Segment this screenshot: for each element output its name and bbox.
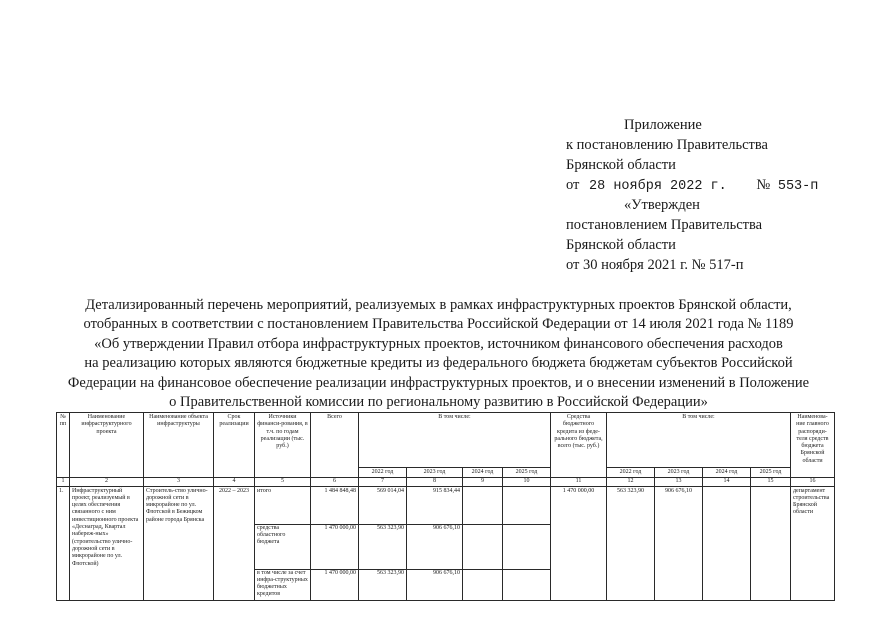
title-line-4: на реализацию которых являются бюджетные кредиты из федерального бюджета бюджетам субъектов Российской <box>84 355 793 372</box>
appendix-date-value: 28 ноября 2022 г. <box>589 179 727 194</box>
approved-block <box>566 195 762 275</box>
row-credit-2022: 563 323,90 <box>607 486 655 600</box>
source-label-regional: средства областного бюджета <box>255 524 310 569</box>
value-2023: 915 834,44 <box>433 487 460 494</box>
row-credit-2023: 906 676,10 <box>655 486 703 600</box>
row-num: 1. <box>57 486 70 600</box>
table-row <box>57 486 835 600</box>
appendix-number-value: 553-п <box>777 179 819 194</box>
source-label-credits: в том числе за счет инфра-структурных бюджетных кредитов <box>255 569 310 599</box>
title-line-2: отобранных в соответствии с постановлением Правительства Российской Федерации от 14 июля 2021 года № 1189 <box>83 316 794 333</box>
value-2023: 906 676,10 <box>407 569 462 577</box>
document-title <box>40 296 837 412</box>
header-project: Наименование инфраструктурного проекта <box>70 413 144 478</box>
col-number: 9 <box>463 478 503 486</box>
approved-line-1: «Утвержден <box>624 197 700 213</box>
col-number: 12 <box>607 478 655 486</box>
col-number: 6 <box>311 478 359 486</box>
title-line-5: Федерации на финансовое обеспечение реализации инфраструктурных проектов, и о внесении изменений в Положение <box>67 374 810 391</box>
value-2025 <box>503 524 550 569</box>
value-2025 <box>505 488 548 524</box>
col-number: 8 <box>407 478 463 486</box>
header-sources: Источники финанси-рования, в т.ч. по годам реализации (тыс. руб.) <box>255 413 311 478</box>
appendix-block <box>566 115 818 197</box>
header-dept: Наименова-ние главного распоряди-теля средств бюджета Брянской области <box>791 413 835 478</box>
detail-table <box>56 412 835 601</box>
title-line-1: Детализированный перечень мероприятий, реализуемых в рамках инфраструктурных проектов Брянской области, <box>85 297 792 313</box>
value-2023: 906 676,10 <box>407 524 462 569</box>
row-2025 <box>503 486 551 600</box>
value-2022: 563 323,90 <box>359 569 406 577</box>
col-number: 16 <box>791 478 835 486</box>
value-2022: 563 323,90 <box>359 524 406 569</box>
col-number: 4 <box>214 478 255 486</box>
source-label-total: итого <box>257 487 272 494</box>
header-credit-year-2025: 2025 год <box>751 468 791 478</box>
value-2024 <box>465 488 500 524</box>
col-number: 5 <box>255 478 311 486</box>
row-credit-2025 <box>751 486 791 600</box>
row-project: Инфраструктурный проект, реализуемый в целях обеспечения связанного с ним инвестиционного проекта «Деснаград, Квартал набереж-ных» (строительство улично-дорожной сети в микрорайоне по ул. Флотской) <box>70 486 144 600</box>
total-value: 1 470 000,00 <box>311 524 358 569</box>
column-numbers-row <box>57 478 835 486</box>
header-credit-year-2023: 2023 год <box>655 468 703 478</box>
row-sources <box>255 486 311 600</box>
row-2024 <box>463 486 503 600</box>
appendix-date-prefix: от <box>566 177 580 193</box>
row-credit-total: 1 470 000,00 <box>551 486 607 600</box>
value-2024 <box>463 569 502 570</box>
header-term: Срок реализации <box>214 413 255 478</box>
appendix-line-3: Брянской области <box>566 157 676 173</box>
header-year-2025: 2025 год <box>503 468 551 478</box>
row-dept: департамент строительства Брянской области <box>791 486 835 600</box>
col-number: 3 <box>144 478 214 486</box>
appendix-line-2: к постановлению Правительства <box>566 137 768 153</box>
value-2024 <box>463 524 502 569</box>
appendix-number-sign: № <box>756 177 771 193</box>
row-2022 <box>359 486 407 600</box>
header-credit-year-2022: 2022 год <box>607 468 655 478</box>
row-object: Строитель-ство улично-дорожной сети в микрорайоне по ул. Флотской в Бежицком районе города Брянска <box>144 486 214 600</box>
header-year-2023: 2023 год <box>407 468 463 478</box>
col-number: 11 <box>551 478 607 486</box>
header-year-2022: 2022 год <box>359 468 407 478</box>
col-number: 1 <box>57 478 70 486</box>
appendix-date-line <box>566 175 818 197</box>
header-year-2024: 2024 год <box>463 468 503 478</box>
value-2025 <box>503 569 550 570</box>
row-2023 <box>407 486 463 600</box>
col-number: 2 <box>70 478 144 486</box>
row-total <box>311 486 359 600</box>
title-line-3: «Об утверждении Правил отбора инфраструктурных проектов, источником финансового обеспечения расходов <box>94 335 783 352</box>
col-number: 7 <box>359 478 407 486</box>
col-number: 10 <box>503 478 551 486</box>
approved-line-4: от 30 ноября 2021 г. № 517-п <box>566 257 744 273</box>
col-number: 14 <box>703 478 751 486</box>
total-value: 1 484 848,48 <box>324 487 356 494</box>
header-incl-2: В том числе: <box>607 413 791 468</box>
appendix-line-1: Приложение <box>624 117 702 133</box>
approved-line-2: постановлением Правительства <box>566 217 763 233</box>
approved-line-3: Брянской области <box>566 237 676 253</box>
header-credit: Средства бюджетного кредита из феде-рального бюджета, всего (тыс. руб.) <box>551 413 607 478</box>
title-line-6: о Правительственной комиссии по региональному развитию в Российской Федерации» <box>169 394 708 411</box>
header-incl: В том числе: <box>359 413 551 468</box>
row-credit-2024 <box>703 486 751 600</box>
header-num: № пп <box>57 413 70 478</box>
header-object: Наименование объекта инфраструктуры <box>144 413 214 478</box>
header-credit-year-2024: 2024 год <box>703 468 751 478</box>
row-term: 2022 – 2023 <box>214 486 255 600</box>
value-2022: 569 014,04 <box>377 487 404 494</box>
header-total: Всего <box>311 413 359 478</box>
total-value: 1 470 000,00 <box>311 569 358 577</box>
col-number: 13 <box>655 478 703 486</box>
col-number: 15 <box>751 478 791 486</box>
